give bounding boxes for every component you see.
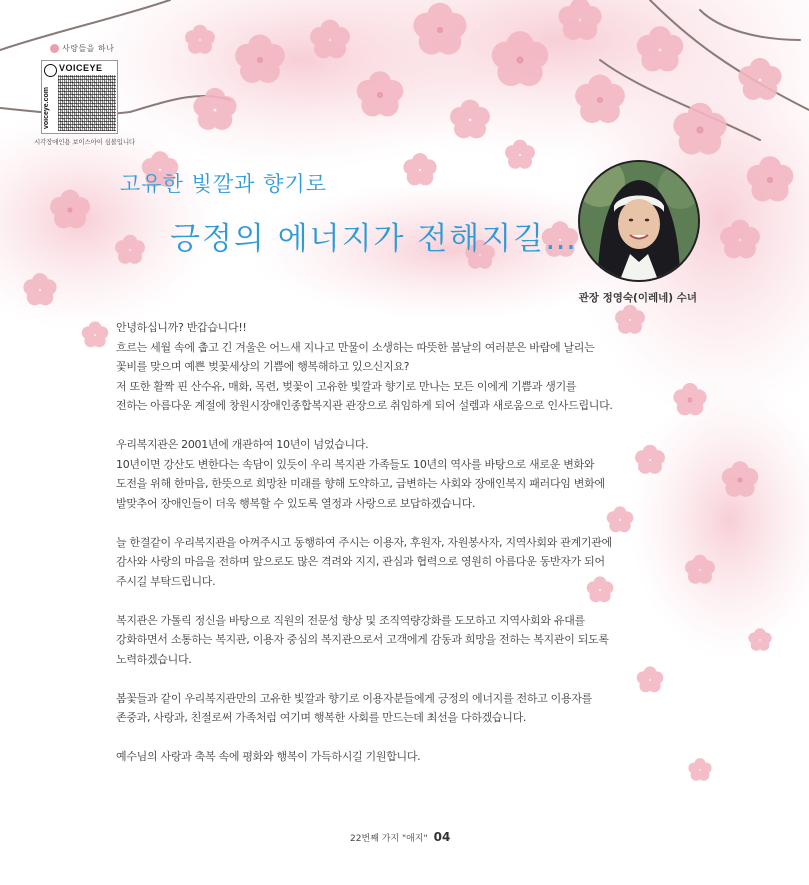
page-footer (350, 830, 450, 844)
kor-seal-icon (44, 64, 57, 77)
letter-paragraph (116, 318, 661, 416)
letter-line: 강화하면서 소통하는 복지관, 이용자 중심의 복지관으로서 고객에게 감동과 희망을 전하는 복지관이 되도록 (116, 633, 609, 646)
page-number: 04 (433, 830, 451, 844)
badge-caption (50, 43, 114, 54)
letter-line: 저 또한 활짝 핀 산수유, 매화, 목련, 벚꽃이 고유한 빛깔과 향기로 만나는 모든 이에게 기쁨과 생기를 (116, 379, 577, 393)
page-title: 긍정의 에너지가 전해지길… (170, 221, 579, 257)
voiceye-brand: VOICEYE (59, 63, 103, 73)
letter-line: 전하는 아름다운 계절에 창원시장애인종합복지관 관장으로 취임하게 되어 설렘과 새로움으로 인사드립니다. (116, 399, 613, 412)
letter-body (116, 318, 661, 786)
letter-paragraph (116, 435, 661, 513)
director-portrait (578, 160, 700, 282)
letter-line: 봄꽃들과 같이 우리복지관만의 고유한 빛깔과 향기로 이용자분들에게 긍정의 에너지를 전하고 이용자를 (116, 691, 592, 705)
letter-paragraph (116, 747, 661, 767)
letter-line: 10년이면 강산도 변한다는 속담이 있듯이 우리 복지관 가족들도 10년의 역사를 바탕으로 새로운 변화와 (116, 457, 595, 471)
issue-label: 22번째 가지 "애지" (350, 834, 428, 844)
letter-line: 복지관은 가톨릭 정신을 바탕으로 직원의 전문성 향상 및 조직역량강화를 도모하고 지역사회와 유대를 (116, 613, 585, 627)
letter-line: 우리복지관은 2001년에 개관하여 10년이 넘었습니다. (116, 438, 369, 451)
letter-line: 꽃비를 맞으며 예쁜 벚꽃세상의 기쁨에 행복해하고 있으신지요? (116, 360, 410, 373)
voiceye-code-box (41, 60, 118, 134)
letter-line: 노력하겠습니다. (116, 652, 192, 666)
portrait-caption: 관장 정영숙(이레네) 수녀 (578, 292, 697, 304)
letter-line: 존중과, 사랑과, 친절로써 가족처럼 여기며 행복한 사회를 만드는데 최선을 다하겠습니다. (116, 711, 527, 724)
letter-line: 도전을 위해 한마음, 한뜻으로 희망찬 미래를 향해 도약하고, 급변하는 사회와 장애인복지 패러다임 변화에 (116, 477, 605, 490)
letter-line: 흐르는 세월 속에 춥고 긴 겨울은 어느새 지나고 만물이 소생하는 따뜻한 봄날의 여러분은 바람에 날리는 (116, 340, 595, 354)
letter-paragraph (116, 689, 661, 728)
voiceye-side-text: voiceye.com (43, 86, 50, 130)
letter-line: 발맞추어 장애인들이 더욱 행복할 수 있도록 열정과 사랑으로 보답하겠습니다. (116, 496, 476, 510)
voiceye-2d-code (58, 75, 116, 131)
letter-paragraph (116, 533, 661, 592)
badge-caption-text: 사랑들을 하나 (62, 44, 115, 53)
letter-line: 예수님의 사랑과 축복 속에 평화와 행복이 가득하시길 기원합니다. (116, 750, 421, 763)
voiceye-note: 시각장애인용 보이스아이 심볼입니다 (34, 138, 135, 146)
page-subtitle: 고유한 빛깔과 향기로 (120, 172, 327, 196)
letter-line: 주시길 부탁드립니다. (116, 574, 216, 588)
letter-line: 안녕하십니까? 반갑습니다!! (116, 321, 247, 334)
letter-line: 늘 한결같이 우리복지관을 아껴주시고 동행하여 주시는 이용자, 후원자, 자원봉사자, 지역사회와 관계기관에 (116, 535, 612, 549)
letter-paragraph (116, 611, 661, 670)
blossom-icon (50, 44, 59, 53)
letter-line: 감사와 사랑의 마음을 전하며 앞으로도 많은 격려와 지지, 관심과 협력으로 영원히 아름다운 동반자가 되어 (116, 555, 605, 568)
